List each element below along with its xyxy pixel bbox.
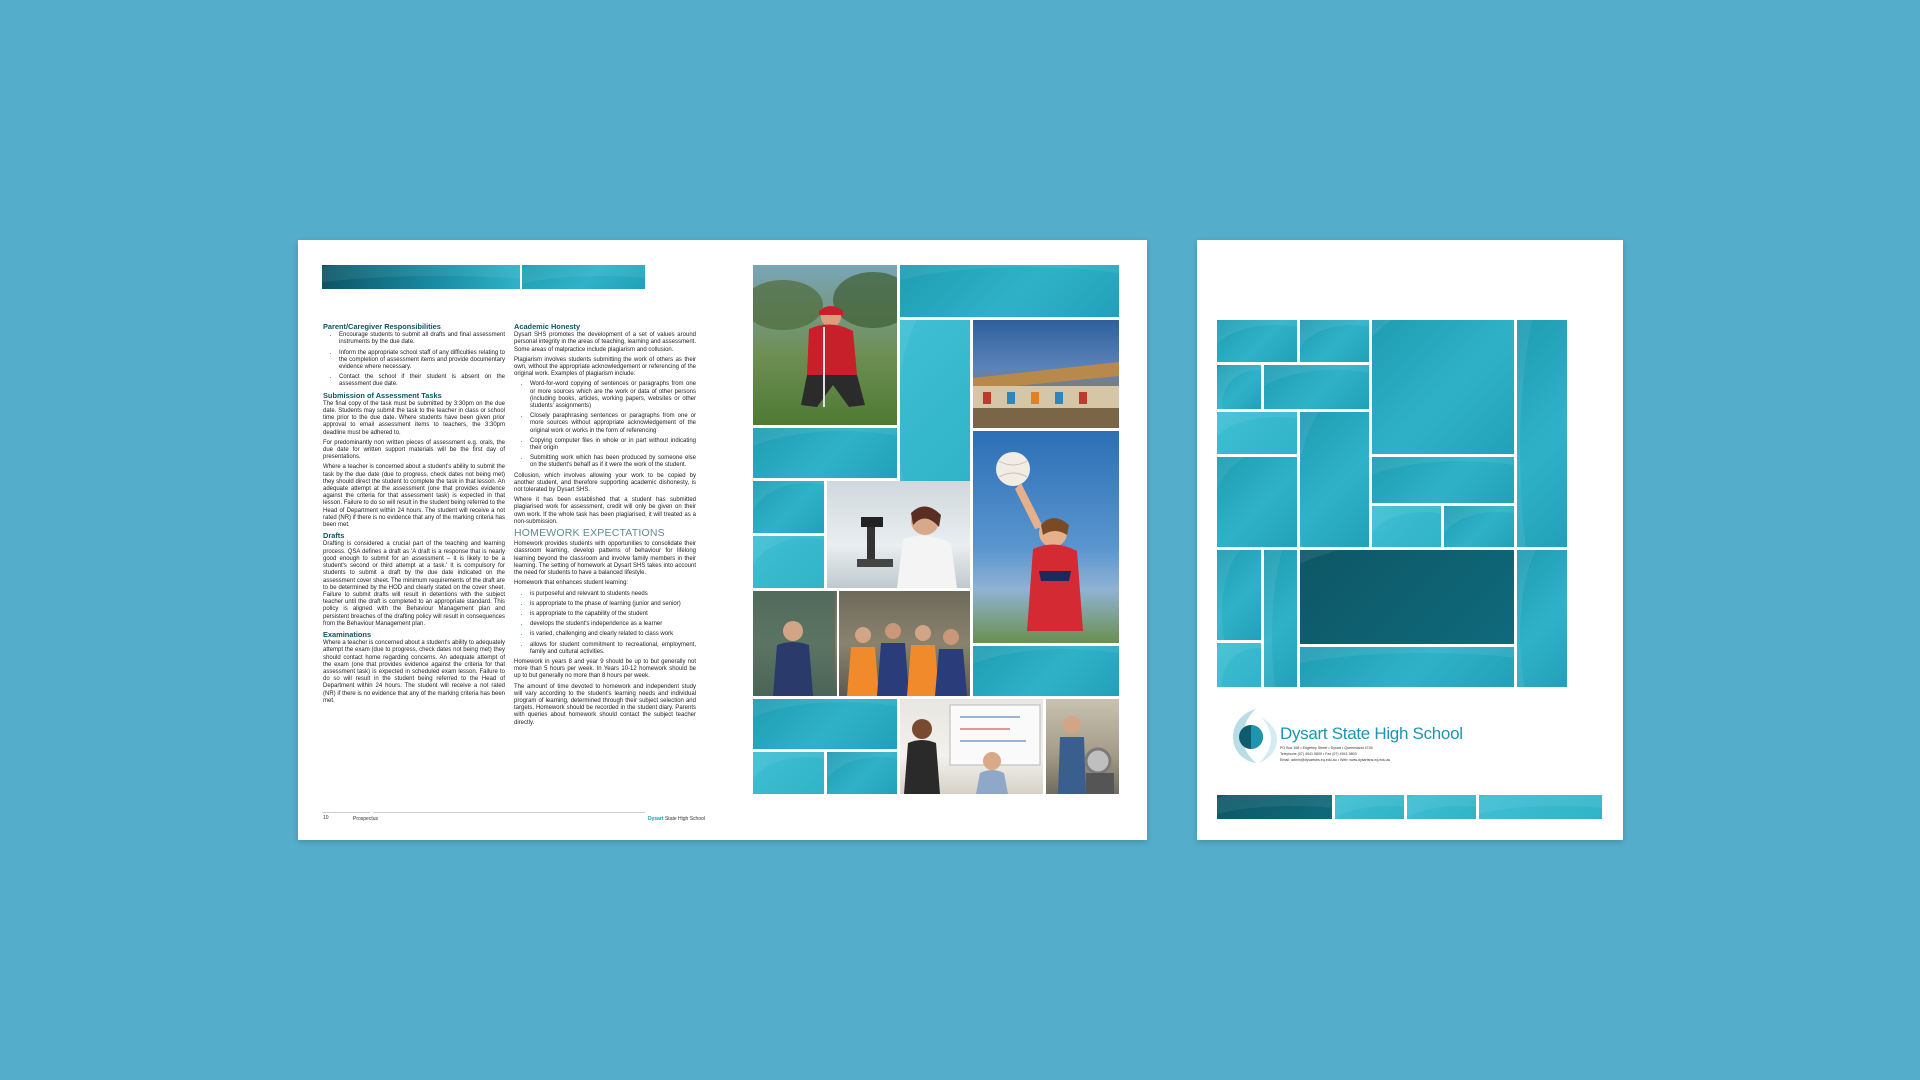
plagiarism-list: [514, 381, 696, 469]
decor-tile: [1372, 506, 1441, 547]
decor-tile: [1264, 550, 1297, 687]
footer-brand: [648, 816, 705, 822]
paragraph: For predominantly non written pieces of assessment e.g. orals, the due date for written support materials will be the first day of presentations.: [323, 439, 505, 461]
heading-parent-responsibilities: Parent/Caregiver Responsibilities: [323, 322, 441, 331]
paragraph: Homework in years 8 and year 9 should be up to but generally not more than 5 hours per week. In Years 10-12 homework should be up to but generally no more than 8 hours per week.: [514, 658, 696, 680]
decor-tile: [1300, 320, 1369, 362]
whiteboard-class-photo: [900, 699, 1043, 794]
footer-bar: [1479, 795, 1602, 819]
footer-bar: [1335, 795, 1404, 819]
list-item: • is appropriate to the capability of the student: [530, 611, 696, 618]
decor-tile: [1372, 320, 1514, 454]
footer-bar: [1407, 795, 1476, 819]
decor-tile: [973, 646, 1119, 696]
decor-tile: [753, 428, 897, 478]
page-number: 10: [323, 815, 329, 821]
trade-students-figure: [753, 591, 970, 696]
school-address: PO Box 168 • Edgerley Street • Dysart • Queensland 4745: [1280, 746, 1373, 750]
prospectus-spread: [298, 240, 1147, 840]
paragraph: Where a teacher is concerned about a student's ability to adequately attempt the exam (due to progress, check dates not being met) they should contact home regarding concerns. An adequate attempt of the exam (one that provides evidence against the criteria for that assessment task) is expected in scheduled exam lesson. Failure to do so will result in the student being referred to the Head of Department within 24 hours. The student will receive a not rated (NR) if there is no evidence that any of the marking criteria has been met.: [323, 640, 505, 704]
decor-tile: [827, 752, 897, 794]
decor-tile: [753, 536, 824, 588]
school-phone: Telephone (07) 4941 9800 • Fax (07) 4941 9803: [1280, 752, 1357, 756]
right-text-column: [514, 320, 696, 730]
decor-tile: [1517, 550, 1567, 687]
whiteboard-figure: [900, 699, 1043, 794]
list-item: • develops the student's independence as a learner: [530, 621, 696, 628]
decor-tile: [1264, 365, 1369, 409]
decor-tile: [1217, 643, 1261, 687]
decor-tile: [753, 481, 824, 533]
decor-tile: [753, 699, 897, 749]
heading-submission: Submission of Assessment Tasks: [323, 390, 442, 400]
trade-students-photo: [753, 591, 970, 696]
school-logo-icon: [1231, 707, 1281, 765]
heading-homework-expectations: HOMEWORK EXPECTATIONS: [514, 527, 665, 540]
decor-tile: [1517, 320, 1567, 547]
paragraph: Plagiarism involves students submitting the work of others as their own, without the appropriate acknowledgement or referencing of the original work. Examples of plagiarism include:: [514, 356, 696, 378]
list-item: • Closely paraphrasing sentences or paragraphs from one or more sources without appropriate acknowledgement of the original work or works in the form of referencing: [530, 413, 696, 435]
paragraph: Drafting is considered a crucial part of the teaching and learning process. QSA defines a draft as 'A draft is a response that is nearly good enough to submit for an assessment – it is likely to be a student's second or third attempt at a task.' It is compulsory for students to submit a draft by the due date indicated on the assessment cover sheet. The minimum requirements of the draft are to be determined by the HOD and clearly stated on the cover sheet. Failure to submit drafts will result in detentions with the subject teacher until the draft is completed to an appropriate standard. This policy is aligned with the Behaviour Management plan and persistent breaches of the drafting policy will result in consequences from the Behaviour Management plan.: [323, 541, 505, 627]
golfer-photo: [753, 265, 897, 425]
list-item: • Submitting work which has been produced by someone else on the student's behalf as if it were the work of the student.: [530, 455, 696, 469]
parent-list: [323, 332, 505, 388]
decor-tile: [753, 752, 824, 794]
footer-section: Prospectus: [353, 816, 379, 822]
paragraph: Dysart SHS promotes the development of a set of values around personal integrity in the areas of teaching, learning and assessment. Some areas of malpractice include plagiarism and collusion.: [514, 332, 696, 353]
decor-tile: [1217, 365, 1261, 409]
heading-examinations: Examinations: [323, 629, 372, 639]
header-bar-left: [322, 265, 520, 289]
footer-rule: [373, 812, 645, 813]
heading-academic-honesty: Academic Honesty: [514, 322, 581, 331]
enhances-list: [514, 591, 696, 656]
decor-tile: [1444, 506, 1514, 547]
netball-player-photo: [973, 431, 1119, 643]
paragraph: Where a teacher is concerned about a student's ability to submit the task by the due date (due to progress, check dates not being met) they should direct the student to complete the task in that lesson. An adequate attempt at the assessment (one that provides evidence against the criteria for that assessment task) is expected in that lesson. Failure to do so will result in the student being referred to the Head of Department within 24 hours. The student will receive a not rated (NR) if there is no evidence that any of the marking criteria has been met.: [323, 464, 505, 529]
school-building-photo: [973, 320, 1119, 428]
workshop-photo: [1046, 699, 1119, 794]
heading-drafts: Drafts: [323, 531, 345, 541]
decor-tile: [1217, 550, 1261, 640]
list-item: • is purposeful and relevant to students needs: [530, 591, 696, 598]
school-email: Email: admin@dysartshs.eq.edu.au • Web: www.dysartshs.eq.edu.au: [1280, 758, 1391, 762]
list-item: • Contact the school if their student is absent on the assessment due date.: [339, 374, 505, 388]
list-item: • Word-for-word copying of sentences or paragraphs from one or more sources which are the work or data of other persons (including books, articles, working papers, websites or other students' assignments): [530, 381, 696, 410]
footer-bar-dark: [1217, 795, 1332, 819]
decor-tile: [900, 265, 1119, 317]
header-bar-right: [522, 265, 645, 289]
workshop-figure: [1046, 699, 1119, 794]
list-item: • Copying computer files in whole or in part without indicating their origin: [530, 438, 696, 452]
decor-tile: [1217, 457, 1297, 547]
paragraph: Homework provides students with opportunities to consolidate their classroom learning, develop patterns of behaviour for lifelong learning beyond the classroom and involve family members in their learning. The setting of homework at Dysart SHS takes into account the need for students to have a balanced lifestyle.: [514, 541, 696, 577]
footer-brand-accent: Dysart: [648, 816, 664, 822]
decor-tile: [1372, 457, 1514, 503]
school-name: Dysart State High School: [1280, 724, 1463, 743]
paragraph: The amount of time devoted to homework and independent study will vary according to the student's learning needs and individual program of learning, determined through their subject selection and targets. Homework should be recorded in the student diary. Parents with queries about homework should contact the subject teacher directly.: [514, 683, 696, 726]
golfer-figure: [753, 265, 897, 425]
microscope-figure: [827, 481, 970, 588]
microscope-student-photo: [827, 481, 970, 588]
paragraph: The final copy of the task must be submitted by 3:30pm on the due date. Students may submit the task to the teacher in class or school time prior to the due date. Where students have been given prior approval to email assessment items to teachers, the 3:30pm deadline must be adhered to.: [323, 400, 505, 436]
decor-tile: [1217, 412, 1297, 454]
decor-tile-dark: [1300, 550, 1514, 644]
paragraph: Homework that enhances student learning:: [514, 580, 629, 587]
list-item: • Encourage students to submit all drafts and final assessment instruments by the due date.: [339, 332, 505, 346]
decor-tile: [1217, 320, 1297, 362]
footer-brand-rest: State High School: [663, 816, 705, 822]
footer-rule: [322, 812, 370, 813]
decor-tile: [1300, 412, 1369, 547]
list-item: • allows for student commitment to recreational, employment, family and cultural activities.: [530, 642, 696, 656]
decor-tile: [900, 320, 970, 482]
paragraph: Where it has been established that a student has submitted plagiarised work for assessment, credit will only be given on their own work. If the whole task has been plagiarised, it will treated as a non-submission.: [514, 497, 696, 525]
list-item: • is appropriate to the phase of learning (junior and senior): [530, 601, 696, 608]
list-item: • is varied, challenging and clearly related to class work: [530, 631, 696, 638]
left-text-column: [323, 320, 505, 708]
prospectus-cover: [1197, 240, 1623, 840]
building-figure: [973, 320, 1119, 428]
list-item: • Inform the appropriate school staff of any difficulties relating to the completion of assessment items and provide documentary evidence where necessary.: [339, 350, 505, 372]
paragraph: Collusion, which involves allowing your work to be copied by another student, and therefore supporting academic dishonesty, is not tolerated by Dysart SHS.: [514, 472, 696, 494]
decor-tile: [1300, 647, 1514, 687]
netball-figure: [973, 431, 1119, 643]
